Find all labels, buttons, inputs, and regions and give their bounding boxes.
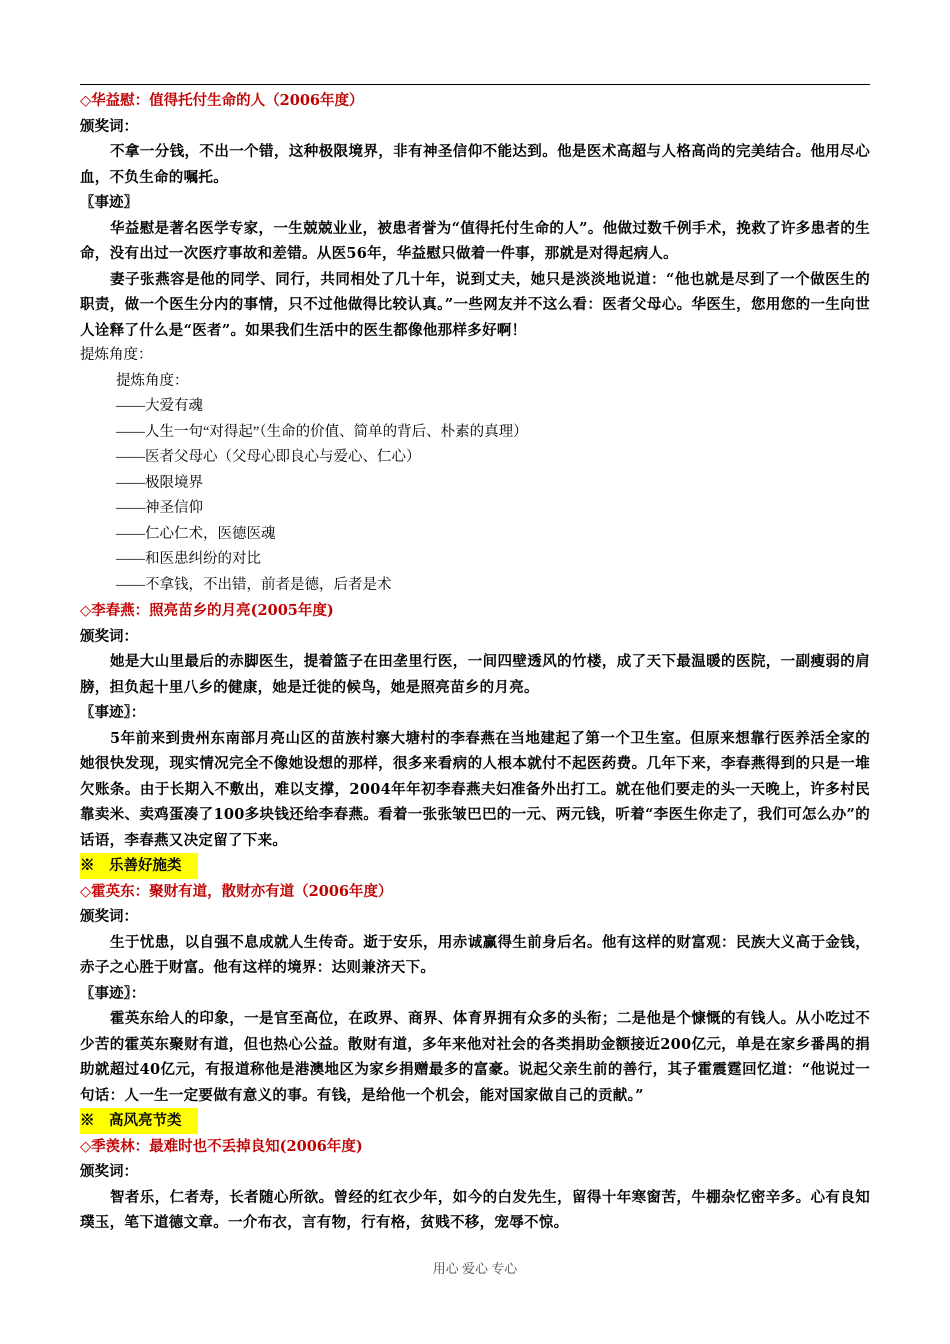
deeds-paragraph: 华益慰是著名医学专家，一生兢兢业业，被患者誉为“值得托付生命的人”。他做过数千例手术，挽救了许多患者的生命，没有出过一次医疗事故和差错。从医56年，华益慰只做着一件事，那就是对得起病人。 xyxy=(80,219,870,262)
category-heading: ※ 高风亮节类 xyxy=(80,1108,198,1134)
award-text: 智者乐，仁者寿，长者随心所欲。曾经的红衣少年，如今的白发先生，留得十年寒窗苦，牛棚杂忆密辛多。心有良知璞玉，笔下道德文章。一介布衣，言有物，行有格，贫贱不移，宠辱不惊。 xyxy=(80,1188,870,1231)
section-title-huo: ◇霍英东：聚财有道，散财亦有道（2006年度） xyxy=(80,882,393,900)
deeds-label: 〖事迹〗： xyxy=(80,984,146,1002)
category-heading: ※ 乐善好施类 xyxy=(80,853,198,879)
deeds-paragraph: 妻子张燕容是他的同学、同行，共同相处了几十年，说到丈夫，她只是淡淡地说道：“他也就是尽到了一个做医生的职责，做一个医生分内的事情，只不过他做得比较认真。”一些网友并不这么看：医者父母心。华医生，您用您的一生向世人诠释了什么是“医者”。如果我们生活中的医生都像他那样多好啊！ xyxy=(80,270,870,339)
angle-item: ——医者父母心（父母心即良心与爱心、仁心） xyxy=(116,449,421,465)
award-label: 颁奖词： xyxy=(80,908,138,925)
deeds-label: 〖事迹〗 xyxy=(80,194,138,211)
angle-item: ——不拿钱，不出错，前者是德，后者是术 xyxy=(116,576,392,593)
angle-item: ——大爱有魂 xyxy=(116,398,203,414)
section-title-li: ◇李春燕：照亮苗乡的月亮(2005年度) xyxy=(80,602,334,619)
angle-label: 提炼角度： xyxy=(80,347,153,363)
section-title-ji: ◇季羡林：最难时也不丢掉良知(2006年度) xyxy=(80,1137,363,1155)
angle-item: ——极限境界 xyxy=(116,474,203,491)
deeds-paragraph: 霍英东给人的印象，一是官至高位，在政界、商界、体育界拥有众多的头衔；二是他是个慷慨的有钱人。从小吃过不少苦的霍英东聚财有道，但也热心公益。散财有道，多年来他对社会的各类捐助金额接近200亿元，单是在家乡番禺的捐助就超过40亿元，有报道称他是港澳地区为家乡捐赠最多的富豪。说起父亲生前的善行，其子霍震霆回忆道：“他说过一句话：人一生一定要做有意义的事。有钱，是给他一个机会，能对国家做自己的贡献。” xyxy=(80,1010,870,1104)
document-body xyxy=(80,88,870,1236)
header-rule xyxy=(80,84,870,85)
angle-item: ——神圣信仰 xyxy=(116,500,203,516)
angle-item: ——和医患纠纷的对比 xyxy=(116,551,261,567)
award-text: 她是大山里最后的赤脚医生，提着篮子在田垄里行医，一间四壁透风的竹楼，成了天下最温暖的医院，一副瘦弱的肩膀，担负起十里八乡的健康，她是迁徙的候鸟，她是照亮苗乡的月亮。 xyxy=(80,653,870,696)
page-footer: 用心 爱心 专心 xyxy=(432,1261,518,1276)
section-title-hua: ◇华益慰：值得托付生命的人（2006年度） xyxy=(80,92,364,109)
angle-item: ——仁心仁术，医德医魂 xyxy=(116,525,276,542)
angle-item: ——人生一句“对得起”（生命的价值、简单的背后、朴素的真理） xyxy=(116,423,528,440)
angle-label: 提炼角度： xyxy=(116,372,189,389)
award-text: 生于忧患，以自强不息成就人生传奇。逝于安乐，用赤诚赢得生前身后名。他有这样的财富观：民族大义高于金钱，赤子之心胜于财富。他有这样的境界：达则兼济天下。 xyxy=(80,933,870,976)
award-label: 颁奖词： xyxy=(80,117,138,135)
award-text: 不拿一分钱，不出一个错，这种极限境界，非有神圣信仰不能达到。他是医术高超与人格高尚的完美结合。他用尽心血，不负生命的嘱托。 xyxy=(80,143,870,186)
award-label: 颁奖词： xyxy=(80,1163,138,1180)
award-label: 颁奖词： xyxy=(80,627,138,645)
deeds-label: 〖事迹〗： xyxy=(80,704,146,721)
deeds-paragraph: 5年前来到贵州东南部月亮山区的苗族村寨大塘村的李春燕在当地建起了第一个卫生室。但原来想靠行医养活全家的她很快发现，现实情况完全不像她设想的那样，很多来看病的人根本就付不起医药费。几年下来，李春燕得到的只是一堆欠账条。由于长期入不敷出，难以支撑，2004年年初李春燕夫妇准备外出打工。就在他们要走的头一天晚上，许多村民靠卖米、卖鸡蛋凑了100多块钱还给李春燕。看着一张张皱巴巴的一元、两元钱，听着“李医生你走了，我们可怎么办”的话语，李春燕又决定留了下来。 xyxy=(80,729,870,849)
